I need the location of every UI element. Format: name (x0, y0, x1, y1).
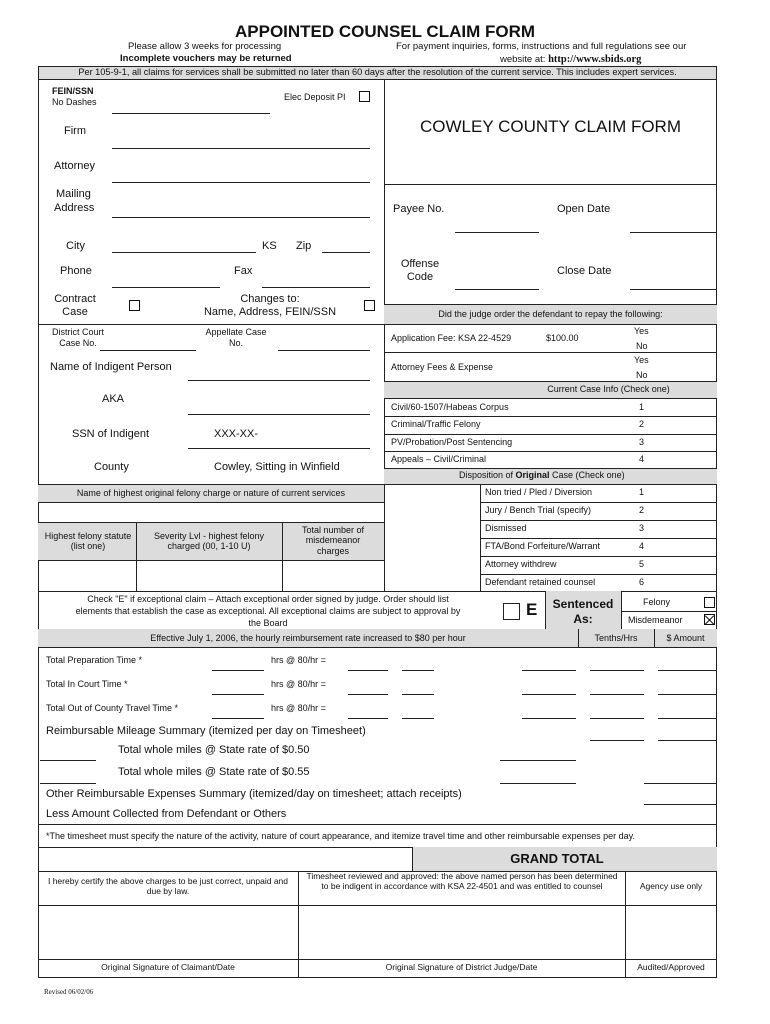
case-type-number[interactable]: 4 (639, 453, 645, 464)
sentenced-as-label: As: (573, 612, 593, 626)
county-value: Cowley, Sitting in Winfield (214, 461, 340, 473)
aka-field[interactable] (188, 414, 370, 415)
appellate-case-field[interactable] (278, 350, 370, 351)
prep-amount-cents[interactable] (402, 670, 434, 671)
severity-header: Severity Lvl - highest felony charged (00, 1-10 U) (153, 531, 265, 552)
grand-total-label: GRAND TOTAL (510, 851, 604, 866)
website-prefix: website at: (500, 54, 546, 65)
claimant-signature-label: Original Signature of Claimant/Date (101, 962, 235, 972)
app-fee-yes[interactable]: Yes (634, 326, 649, 336)
travel-time-field[interactable] (212, 718, 264, 719)
misdemeanor-count-header: Total number of misdemeanor charges (301, 525, 365, 556)
zip-label: Zip (296, 240, 312, 252)
county-claim-title: COWLEY COUNTY CLAIM FORM (419, 117, 681, 136)
tenths-hrs-header: Tenths/Hrs (594, 633, 638, 643)
processing-note: Please allow 3 weeks for processing (128, 41, 282, 52)
court-time-label: Total In Court Time * (46, 679, 128, 689)
address-label: Address (54, 202, 95, 214)
appellate-case-label: Appellate Case (205, 327, 267, 337)
code-label: Code (406, 271, 434, 283)
travel-total[interactable] (658, 718, 717, 719)
audited-area[interactable] (625, 905, 717, 959)
firm-field[interactable] (112, 148, 370, 149)
miles-055-field[interactable] (40, 783, 96, 784)
state-ks: KS (262, 240, 277, 252)
submission-notice: Per 105-9-1, all claims for services shall be submitted no later than 60 days after the resolution of the current service. This includes expert services. (78, 67, 677, 77)
changes-to-label: Changes to: (240, 293, 300, 305)
prep-tenths-a[interactable] (522, 670, 576, 671)
court-tenths-a[interactable] (522, 694, 576, 695)
repay-header: Did the judge order the defendant to repay the following: (438, 309, 663, 319)
disposition-label: Defendant retained counsel (485, 577, 596, 587)
app-fee-no[interactable]: No (636, 341, 648, 351)
open-date-field[interactable] (630, 232, 717, 233)
court-amount-cents[interactable] (402, 694, 434, 695)
zip-field[interactable] (322, 252, 370, 253)
less-collected-label: Less Amount Collected from Defendant or Others (46, 808, 287, 820)
application-fee-label: Application Fee: KSA 22-4529 (391, 333, 512, 343)
miles-055-label: Total whole miles @ State rate of $0.55 (118, 766, 310, 778)
travel-time-label: Total Out of County Travel Time * (46, 703, 179, 713)
fein-field[interactable] (112, 113, 270, 114)
atty-fees-yes[interactable]: Yes (634, 355, 649, 365)
payee-no-field[interactable] (455, 232, 539, 233)
mileage-grand[interactable] (644, 783, 717, 784)
miles-050-label: Total whole miles @ State rate of $0.50 (118, 744, 310, 756)
ssn-value[interactable]: XXX-XX- (214, 428, 259, 440)
case-type-label: Criminal/Traffic Felony (391, 419, 481, 430)
misdemeanor-checkbox-checked[interactable] (704, 614, 715, 625)
case-type-number[interactable]: 1 (639, 402, 645, 412)
firm-label: Firm (64, 125, 86, 137)
county-label: County (94, 461, 129, 473)
open-date-label: Open Date (557, 203, 611, 215)
address-field[interactable] (112, 217, 370, 218)
disposition-number[interactable]: 6 (639, 577, 645, 587)
disposition-label: Dismissed (485, 523, 527, 533)
certify-text: I hereby certify the above charges to be just correct, unpaid and due by law. (47, 876, 289, 896)
changes-detail-label: Name, Address, FEIN/SSN (203, 306, 337, 318)
fax-label: Fax (234, 265, 253, 277)
case-type-label: PV/Probation/Post Sentencing (391, 436, 513, 447)
mileage-total[interactable] (658, 740, 717, 741)
offense-label: Offense (400, 258, 440, 270)
exceptional-text-1: Check "E" if exceptional claim – Attach exceptional order signed by judge. Order should list (87, 594, 449, 604)
prep-time-field[interactable] (212, 670, 264, 671)
prep-time-label: Total Preparation Time * (46, 655, 143, 665)
attorney-fees-label: Attorney Fees & Expense (391, 362, 494, 372)
aka-label: AKA (102, 393, 125, 405)
fax-field[interactable] (262, 287, 370, 288)
miles-050-field[interactable] (40, 760, 96, 761)
court-rate: hrs @ 80/hr = (271, 679, 326, 689)
revised-date: Revised 06/02/06 (44, 988, 94, 996)
appellate-no-label: No. (228, 338, 243, 348)
incomplete-note: Incomplete vouchers may be returned (120, 53, 292, 64)
indigent-name-field[interactable] (188, 380, 370, 381)
disposition-number[interactable]: 3 (639, 523, 645, 533)
exceptional-checkbox[interactable] (503, 603, 520, 620)
travel-rate: hrs @ 80/hr = (271, 703, 326, 713)
timesheet-reviewed-text: Timesheet reviewed and approved: the above named person has been determined to be indigent in accordance with KSA 22-4501 and was entitled to counsel (306, 871, 618, 891)
case-no-label: Case No. (59, 338, 97, 348)
travel-amount-cents[interactable] (402, 718, 434, 719)
mailing-label: Mailing (56, 188, 91, 200)
other-expenses-total[interactable] (644, 804, 717, 805)
disposition-label: Non tried / Pled / Diversion (485, 487, 593, 497)
judge-signature-label: Original Signature of District Judge/Date (385, 962, 538, 972)
prep-rate: hrs @ 80/hr = (271, 655, 326, 665)
case-type-number[interactable]: 2 (639, 419, 645, 430)
disposition-number[interactable]: 2 (639, 505, 645, 515)
disposition-label: Attorney withdrew (485, 559, 557, 569)
form-title: APPOINTED COUNSEL CLAIM FORM (234, 22, 536, 41)
city-field[interactable] (112, 252, 256, 253)
disposition-label: Jury / Bench Trial (specify) (485, 505, 592, 515)
disposition-prefix: Disposition of (459, 470, 516, 480)
judge-signature-area[interactable] (298, 905, 625, 959)
mileage-summary-label: Reimbursable Mileage Summary (itemized per day on Timesheet) (46, 725, 366, 737)
miles-055-amount[interactable] (500, 783, 576, 784)
website-url[interactable]: http://www.sbids.org (548, 54, 642, 65)
case-type-number[interactable]: 3 (639, 436, 645, 447)
district-case-field[interactable] (100, 350, 196, 351)
payment-inquiries: For payment inquiries, forms, instructions and full regulations see our (396, 41, 687, 52)
close-date-label: Close Date (557, 265, 612, 277)
disposition-bold: Original (515, 470, 550, 480)
agency-use-label: Agency use only (639, 881, 703, 891)
disposition-suffix: Case (Check one) (549, 470, 625, 480)
application-fee-amount: $100.00 (546, 333, 579, 343)
prep-amount-field[interactable] (348, 670, 388, 671)
district-court-label: District Court (51, 327, 104, 337)
other-expenses-label: Other Reimbursable Expenses Summary (itemized/day on timesheet; attach receipts) (46, 788, 462, 800)
disposition-number[interactable]: 5 (639, 559, 645, 569)
website-line (500, 54, 641, 66)
current-case-header: Current Case Info (Check one) (547, 384, 670, 394)
exceptional-text-3: the Board (248, 618, 288, 628)
felony-option: Felony (643, 597, 671, 607)
case-type-label: Civil/60-1507/Habeas Corpus (391, 402, 509, 412)
case-label: Case (62, 306, 88, 318)
disposition-number[interactable]: 4 (639, 541, 645, 551)
misdemeanor-option: Misdemeanor (628, 615, 683, 625)
contract-label: Contract (54, 293, 96, 305)
travel-tenths-a[interactable] (522, 718, 576, 719)
fein-label: FEIN/SSN (52, 86, 94, 96)
atty-fees-no[interactable]: No (636, 370, 648, 380)
changes-checkbox[interactable] (364, 300, 375, 311)
exceptional-e-label: E (526, 600, 538, 619)
highest-charge-header: Name of highest original felony charge or nature of current services (76, 488, 346, 498)
case-type-label: Appeals – Civil/Criminal (391, 453, 487, 464)
indigent-name-label: Name of Indigent Person (50, 361, 172, 373)
offense-code-field[interactable] (455, 289, 539, 290)
court-amount-field[interactable] (348, 694, 388, 695)
felony-checkbox[interactable] (704, 597, 715, 608)
prep-total[interactable] (658, 670, 717, 671)
disposition-number[interactable]: 1 (639, 487, 645, 497)
effective-rate-text: Effective July 1, 2006, the hourly reimbursement rate increased to $80 per hour (150, 633, 466, 643)
contract-case-checkbox[interactable] (129, 300, 140, 311)
phone-label: Phone (60, 265, 92, 277)
no-dashes-label: No Dashes (52, 97, 97, 107)
audited-label: Audited/Approved (637, 962, 705, 972)
court-time-field[interactable] (212, 694, 264, 695)
prep-tenths-b[interactable] (590, 670, 644, 671)
ssn-label: SSN of Indigent (72, 428, 150, 440)
city-label: City (66, 240, 85, 252)
claimant-signature-area[interactable] (38, 905, 298, 959)
mileage-tenths[interactable] (590, 740, 644, 741)
phone-field[interactable] (112, 287, 220, 288)
travel-amount-field[interactable] (348, 718, 388, 719)
disposition-header (459, 470, 625, 480)
felony-statute-header: Highest felony statute (list one) (44, 531, 132, 552)
travel-tenths-b[interactable] (590, 718, 644, 719)
payee-no-label: Payee No. (393, 203, 445, 215)
close-date-field[interactable] (630, 289, 717, 290)
attorney-field[interactable] (112, 182, 370, 183)
sentenced-label: Sentenced (552, 597, 614, 611)
court-total[interactable] (658, 694, 717, 695)
amount-header: $ Amount (666, 633, 705, 643)
elec-deposit-checkbox[interactable] (359, 91, 370, 102)
exceptional-text-2: elements that establish the case as exceptional. All exceptional claims are subject to approval by (75, 606, 461, 616)
ssn-field[interactable] (188, 448, 370, 449)
disposition-label: FTA/Bond Forfeiture/Warrant (485, 541, 601, 551)
court-tenths-b[interactable] (590, 694, 644, 695)
miles-050-amount[interactable] (500, 760, 576, 761)
timesheet-note: *The timesheet must specify the nature of the activity, nature of court appearance, and itemize travel time and other reimbursable expenses per day. (46, 831, 635, 841)
attorney-label: Attorney (54, 160, 95, 172)
elec-deposit-label: Elec Deposit PI (284, 92, 346, 102)
